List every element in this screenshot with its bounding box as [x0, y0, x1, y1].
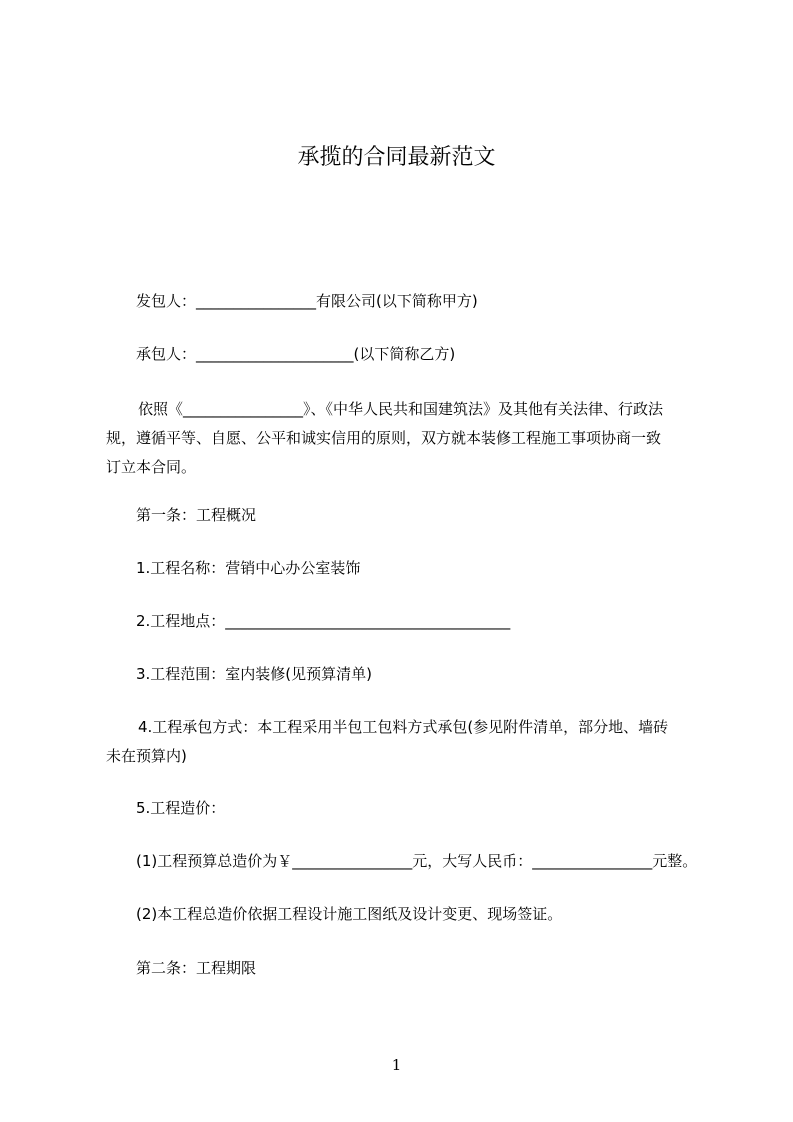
page-number: 1 — [391, 1056, 402, 1074]
item-contract-method — [106, 713, 716, 771]
article-2-heading: 第二条：工程期限 — [136, 959, 257, 977]
preamble-paragraph — [106, 395, 716, 482]
preamble-line-3: 订立本合同。 — [106, 458, 197, 476]
document-title: 承揽的合同最新范文 — [297, 145, 496, 170]
preamble-line-1: 依照《________________》、《中华人民共和国建筑法》及其他有关法律、行政法 — [138, 400, 664, 418]
article-1-heading: 第一条：工程概况 — [136, 506, 257, 524]
item-project-name: 1.工程名称：营销中心办公室装饰 — [136, 559, 361, 577]
item-project-scope: 3.工程范围：室内装修(见预算清单) — [136, 665, 373, 683]
item-project-location: 2.工程地点：______________________________________ — [136, 612, 511, 630]
item-contract-method-line-1: 4.工程承包方式：本工程采用半包工包料方式承包(参见附件清单，部分地、墙砖 — [138, 718, 669, 736]
item-project-cost: 5.工程造价： — [136, 799, 226, 817]
party-a-line: 发包人：________________有限公司(以下简称甲方) — [136, 292, 478, 310]
preamble-line-2: 规，遵循平等、自愿、公平和诚实信用的原则，双方就本装修工程施工事项协商一致 — [106, 429, 662, 447]
item-contract-method-line-2: 未在预算内) — [106, 747, 187, 765]
item-cost-basis: (2)本工程总造价依据工程设计施工图纸及设计变更、现场签证。 — [136, 905, 563, 923]
party-b-line: 承包人：_____________________(以下简称乙方) — [136, 345, 456, 363]
item-cost-budget: (1)工程预算总造价为￥________________元，大写人民币：________________元整。 — [136, 852, 698, 870]
